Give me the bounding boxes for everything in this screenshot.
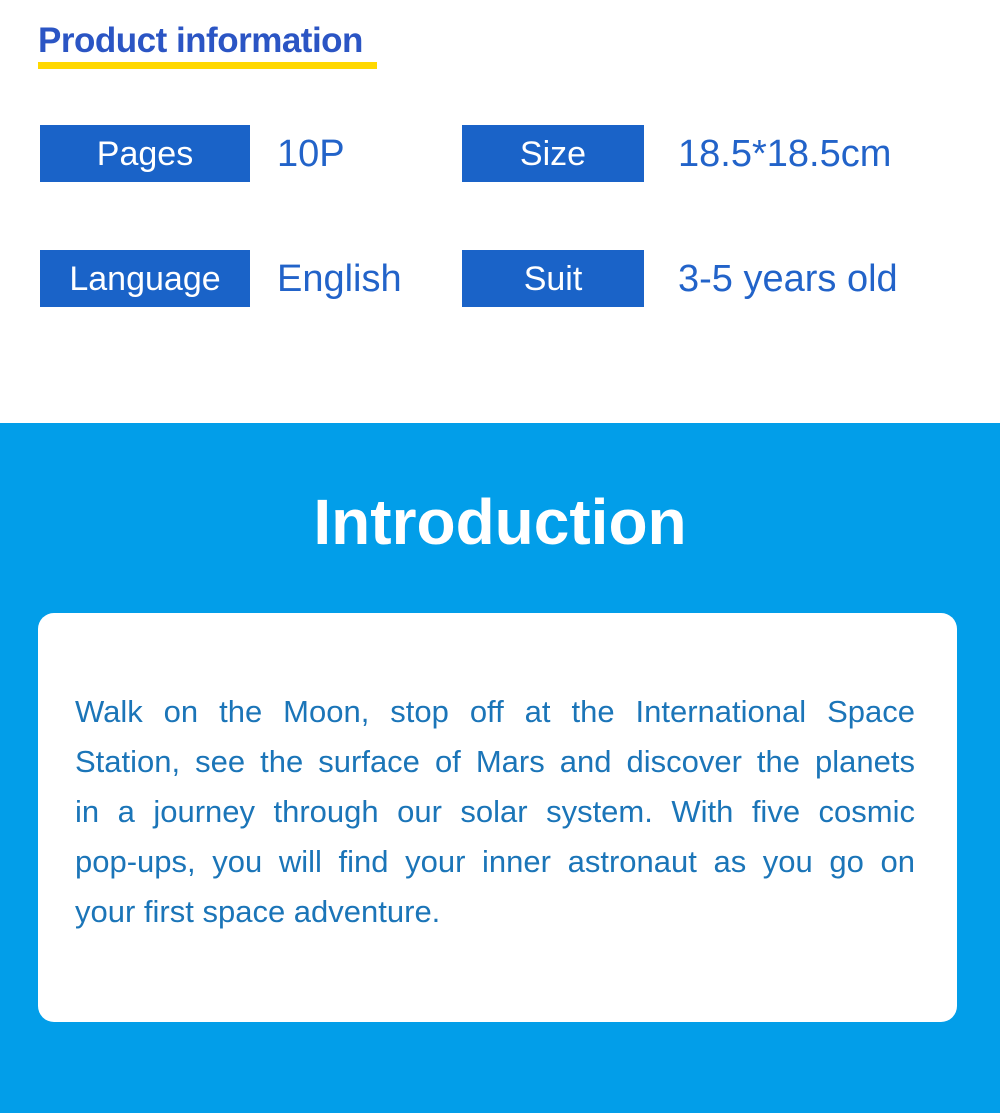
introduction-text-line: pop-ups, you will find your inner astronaut as you go on — [75, 844, 915, 879]
info-label-pages: Pages — [40, 125, 250, 182]
info-value-size: 18.5*18.5cm — [678, 132, 892, 175]
page-title-text: Product information — [38, 22, 377, 69]
info-value-suit: 3-5 years old — [678, 257, 898, 300]
product-info-section — [0, 0, 1000, 423]
introduction-text-line: in a journey through our solar system. With five cosmic — [75, 794, 915, 829]
info-label-language: Language — [40, 250, 250, 307]
introduction-text-line: Station, see the surface of Mars and discover the planets — [75, 744, 915, 779]
info-label-size: Size — [462, 125, 644, 182]
introduction-section — [0, 423, 1000, 1113]
introduction-text-line: your first space adventure. — [75, 894, 441, 929]
introduction-card — [38, 613, 957, 1022]
info-label-suit: Suit — [462, 250, 644, 307]
info-value-pages: 10P — [277, 132, 345, 175]
introduction-heading: Introduction — [313, 486, 687, 558]
info-value-language: English — [277, 257, 402, 300]
introduction-text-line: Walk on the Moon, stop off at the International Space — [75, 694, 915, 729]
page-title — [38, 22, 377, 69]
